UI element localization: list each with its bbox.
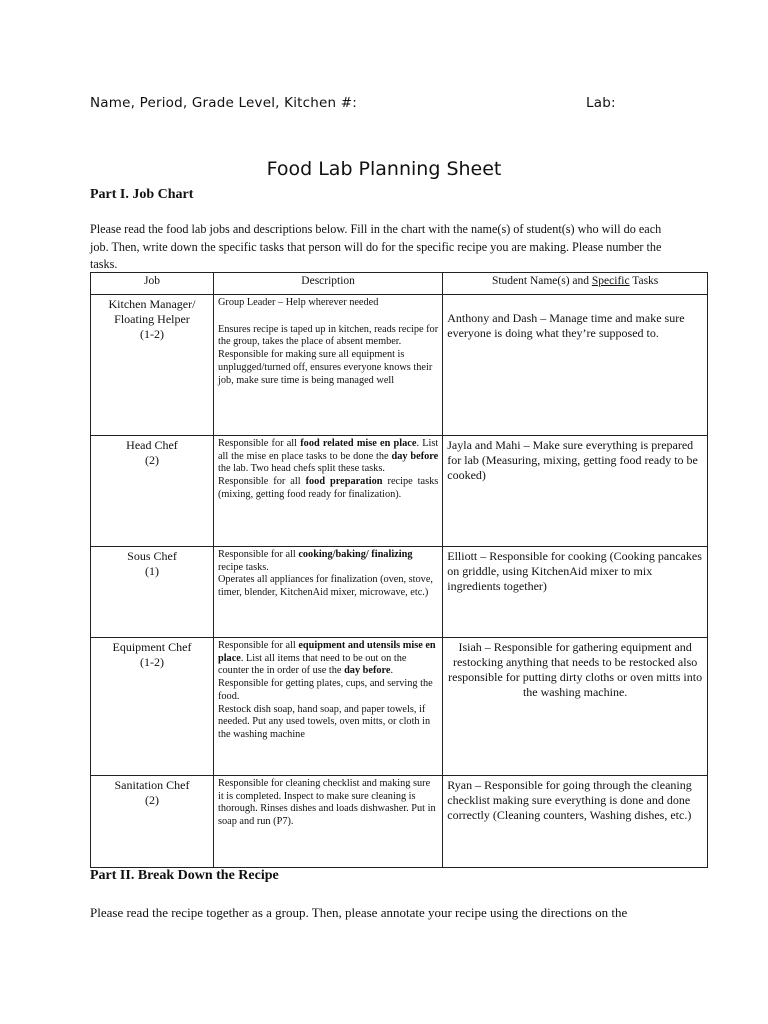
student-names-cell[interactable] — [443, 638, 708, 776]
job-count: (1-2) — [139, 655, 164, 669]
desc-text: Responsible for all — [217, 438, 301, 449]
description-cell — [213, 638, 442, 776]
table-row — [91, 776, 708, 868]
job-title: Equipment Chef — [112, 640, 192, 654]
desc-text: . — [390, 665, 394, 677]
header-job: Job — [91, 273, 214, 295]
description-line — [218, 549, 438, 574]
desc-bold-text: cooking/baking/ finalizing — [298, 549, 413, 560]
table-row — [91, 295, 708, 436]
job-cell — [91, 776, 214, 868]
desc-bold-text: food related mise en place — [300, 438, 417, 449]
desc-text: . List all items that need to be out on the counter the in order of use the — [217, 652, 407, 677]
desc-text: recipe tasks (mixing, getting food ready for finalization). — [217, 476, 439, 500]
student-info-header — [90, 95, 690, 111]
header-description: Description — [213, 273, 442, 295]
description-cell — [213, 547, 442, 638]
student-tasks-text: Ryan – Responsible for going through the cleaning checklist making sure everything is done and done correctly (Cleaning counters, Washing dishes, etc.) — [447, 778, 692, 822]
student-names-cell[interactable] — [443, 436, 708, 547]
desc-bold-text: day before — [391, 450, 439, 462]
job-cell — [91, 638, 214, 776]
job-count: (2) — [144, 453, 159, 467]
job-title: Head Chef — [126, 438, 178, 452]
header-names-prefix: Student Name(s) and — [491, 275, 592, 287]
student-names-cell[interactable] — [443, 547, 708, 638]
description-line — [218, 640, 438, 678]
desc-bold-text: food preparation — [305, 476, 383, 488]
part2-heading: Part II. Break Down the Recipe — [90, 868, 279, 883]
page-title: Food Lab Planning Sheet — [266, 158, 502, 180]
desc-text: Responsible for all — [217, 640, 299, 651]
job-cell — [91, 547, 214, 638]
header-student-names — [443, 273, 708, 295]
student-tasks-text: Isiah – Responsible for gathering equipment and restocking anything that needs to be restocked also responsible for putting dirty cloths or oven mitts into the washing machine. — [448, 640, 703, 699]
desc-bold-text: day before — [344, 665, 391, 677]
description-line: Responsible for cleaning checklist and making sure it is completed. Inspect to make sure cleaning is thorough. Rinses dishes and loads dishwasher. Put in soap and run (P7). — [217, 778, 436, 828]
table-row — [91, 638, 708, 776]
desc-text: the lab. Two head chefs split these tasks. — [217, 463, 385, 475]
student-tasks-text: Jayla and Mahi – Make sure everything is prepared for lab (Measuring, mixing, getting food ready to be cooked) — [447, 438, 698, 482]
job-count: (1-2) — [139, 327, 164, 341]
header-names-specific: Specific — [591, 275, 630, 287]
description-line: Responsible for getting plates, cups, and serving the food. — [217, 678, 433, 702]
name-field-label: Name, Period, Grade Level, Kitchen #: — [90, 95, 358, 111]
description-cell — [213, 436, 442, 547]
table-row — [91, 436, 708, 547]
header-names-suffix: Tasks — [629, 275, 659, 287]
job-title: Sous Chef — [127, 549, 177, 563]
job-title: Sanitation Chef — [114, 778, 190, 792]
desc-text: recipe tasks. — [217, 561, 269, 573]
student-names-cell[interactable] — [443, 776, 708, 868]
job-title: Kitchen Manager/ Floating Helper — [108, 297, 196, 326]
table-header-row — [91, 273, 708, 295]
student-tasks-text: Anthony and Dash – Manage time and make sure everyone is doing what they’re supposed to. — [447, 311, 685, 340]
job-count: (1) — [144, 564, 159, 578]
description-line — [218, 476, 438, 501]
job-cell — [91, 295, 214, 436]
table-row — [91, 547, 708, 638]
desc-bold-text: equipment and utensils mise en place — [217, 640, 436, 664]
description-line: Operates all appliances for finalization (oven, stove, timer, blender, KitchenAid mixer, microwave, etc.) — [217, 574, 433, 599]
desc-text: Responsible for all — [217, 549, 299, 560]
student-names-cell[interactable] — [443, 295, 708, 436]
description-line: Ensures recipe is taped up in kitchen, reads recipe for the group, takes the place of absent member. Responsible for making sure all equipment is unplugged/turned off, ensures everyone knows their job, make sure time is being managed well — [217, 323, 439, 386]
description-line — [218, 438, 438, 476]
part1-instructions: Please read the food lab jobs and descriptions below. Fill in the chart with the name(s) of student(s) who will do each job. Then, write down the specific tasks that person will do for the specific recipe you are making. Please number the tasks. — [90, 222, 662, 271]
desc-text: Responsible for all — [217, 476, 306, 488]
part1-heading: Part I. Job Chart — [90, 187, 194, 202]
part2-instructions: Please read the recipe together as a group. Then, please annotate your recipe using the directions on the — [90, 905, 628, 920]
description-line: Restock dish soap, hand soap, and paper towels, if needed. Put any used towels, oven mitts, or cloth in the washing machine — [217, 703, 431, 740]
lab-field-label: Lab: — [586, 95, 616, 111]
desc-text: . List all the mise en place tasks to be done the — [217, 438, 439, 462]
description-cell — [213, 776, 442, 868]
job-count: (2) — [144, 793, 159, 807]
job-cell — [91, 436, 214, 547]
student-tasks-text: Elliott – Responsible for cooking (Cooking pancakes on griddle, using KitchenAid mixer to mix ingredients together) — [447, 549, 702, 593]
job-chart-table — [90, 272, 708, 868]
description-line: Group Leader – Help wherever needed — [217, 297, 379, 308]
description-cell — [213, 295, 442, 436]
